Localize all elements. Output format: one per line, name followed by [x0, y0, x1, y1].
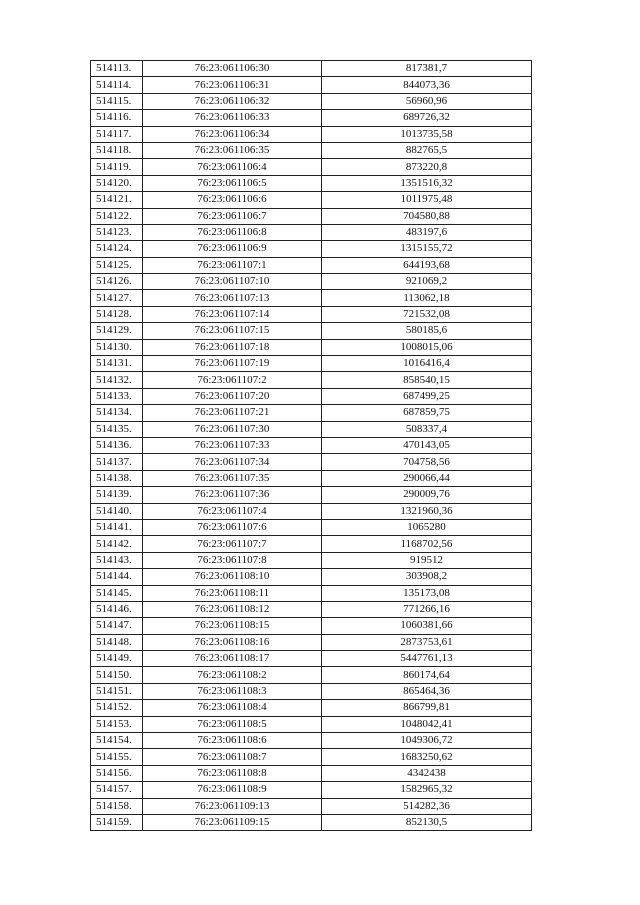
table-row	[91, 585, 532, 601]
cadastral-number-cell: 76:23:061106:8	[143, 224, 322, 240]
row-number-cell: 514142.	[91, 536, 143, 552]
row-number-cell: 514115.	[91, 93, 143, 109]
cadastral-value-cell: 1168702,56	[322, 536, 532, 552]
table-row	[91, 618, 532, 634]
table-row	[91, 323, 532, 339]
table-row	[91, 192, 532, 208]
cadastral-number-cell: 76:23:061106:4	[143, 159, 322, 175]
table-row	[91, 749, 532, 765]
cadastral-value-cell: 1011975,48	[322, 192, 532, 208]
row-number-cell: 514138.	[91, 470, 143, 486]
table-row	[91, 257, 532, 273]
row-number-cell: 514143.	[91, 552, 143, 568]
cadastral-number-cell: 76:23:061107:13	[143, 290, 322, 306]
cadastral-number-cell: 76:23:061106:30	[143, 61, 322, 77]
cadastral-number-cell: 76:23:061106:33	[143, 110, 322, 126]
table-row	[91, 683, 532, 699]
cadastral-value-cell: 5447761,13	[322, 651, 532, 667]
row-number-cell: 514144.	[91, 569, 143, 585]
table-row	[91, 519, 532, 535]
row-number-cell: 514131.	[91, 356, 143, 372]
cadastral-number-cell: 76:23:061108:3	[143, 683, 322, 699]
table-row	[91, 372, 532, 388]
cadastral-value-cell: 873220,8	[322, 159, 532, 175]
table-row	[91, 93, 532, 109]
row-number-cell: 514119.	[91, 159, 143, 175]
row-number-cell: 514158.	[91, 798, 143, 814]
cadastral-value-cell: 721532,08	[322, 306, 532, 322]
cadastral-value-cell: 919512	[322, 552, 532, 568]
cadastral-value-cell: 704580,88	[322, 208, 532, 224]
cadastral-number-cell: 76:23:061107:35	[143, 470, 322, 486]
cadastral-number-cell: 76:23:061107:21	[143, 405, 322, 421]
cadastral-value-cell: 882765,5	[322, 142, 532, 158]
cadastral-number-cell: 76:23:061108:4	[143, 700, 322, 716]
cadastral-value-cell: 860174,64	[322, 667, 532, 683]
cadastral-value-cell: 483197,6	[322, 224, 532, 240]
cadastral-number-cell: 76:23:061107:8	[143, 552, 322, 568]
cadastral-value-cell: 1683250,62	[322, 749, 532, 765]
table-row	[91, 733, 532, 749]
cadastral-number-cell: 76:23:061106:35	[143, 142, 322, 158]
row-number-cell: 514151.	[91, 683, 143, 699]
cadastral-number-cell: 76:23:061108:15	[143, 618, 322, 634]
row-number-cell: 514114.	[91, 77, 143, 93]
cadastral-number-cell: 76:23:061108:6	[143, 733, 322, 749]
table-row	[91, 700, 532, 716]
cadastral-value-cell: 2873753,61	[322, 634, 532, 650]
cadastral-number-cell: 76:23:061106:6	[143, 192, 322, 208]
cadastral-value-cell: 1049306,72	[322, 733, 532, 749]
table-row	[91, 454, 532, 470]
cadastral-value-cell: 1065280	[322, 519, 532, 535]
cadastral-value-cell: 56960,96	[322, 93, 532, 109]
cadastral-value-cell: 290009,76	[322, 487, 532, 503]
cadastral-number-cell: 76:23:061107:20	[143, 388, 322, 404]
row-number-cell: 514116.	[91, 110, 143, 126]
cadastral-value-cell: 687499,25	[322, 388, 532, 404]
table-row	[91, 339, 532, 355]
row-number-cell: 514130.	[91, 339, 143, 355]
row-number-cell: 514139.	[91, 487, 143, 503]
cadastral-value-cell: 1016416,4	[322, 356, 532, 372]
cadastral-value-cell: 844073,36	[322, 77, 532, 93]
cadastral-number-cell: 76:23:061106:34	[143, 126, 322, 142]
row-number-cell: 514120.	[91, 175, 143, 191]
cadastral-number-cell: 76:23:061106:7	[143, 208, 322, 224]
row-number-cell: 514155.	[91, 749, 143, 765]
cadastral-number-cell: 76:23:061108:16	[143, 634, 322, 650]
cadastral-value-cell: 1315155,72	[322, 241, 532, 257]
row-number-cell: 514153.	[91, 716, 143, 732]
row-number-cell: 514122.	[91, 208, 143, 224]
cadastral-number-cell: 76:23:061108:17	[143, 651, 322, 667]
row-number-cell: 514154.	[91, 733, 143, 749]
cadastral-number-cell: 76:23:061106:32	[143, 93, 322, 109]
row-number-cell: 514157.	[91, 782, 143, 798]
cadastral-number-cell: 76:23:061107:33	[143, 437, 322, 453]
cadastral-number-cell: 76:23:061107:18	[143, 339, 322, 355]
table-row	[91, 241, 532, 257]
cadastral-value-cell: 514282,36	[322, 798, 532, 814]
table-body	[91, 61, 532, 831]
table-row	[91, 601, 532, 617]
cadastral-value-cell: 1321960,36	[322, 503, 532, 519]
cadastral-number-cell: 76:23:061106:9	[143, 241, 322, 257]
cadastral-value-cell: 1582965,32	[322, 782, 532, 798]
cadastral-value-cell: 4342438	[322, 765, 532, 781]
table-row	[91, 405, 532, 421]
table-row	[91, 126, 532, 142]
cadastral-value-cell: 1351516,32	[322, 175, 532, 191]
table-row	[91, 356, 532, 372]
table-row	[91, 765, 532, 781]
row-number-cell: 514141.	[91, 519, 143, 535]
table-row	[91, 651, 532, 667]
cadastral-number-cell: 76:23:061107:15	[143, 323, 322, 339]
row-number-cell: 514146.	[91, 601, 143, 617]
cadastral-number-cell: 76:23:061107:2	[143, 372, 322, 388]
row-number-cell: 514113.	[91, 61, 143, 77]
table-row	[91, 274, 532, 290]
cadastral-value-cell: 470143,05	[322, 437, 532, 453]
cadastral-value-cell: 866799,81	[322, 700, 532, 716]
row-number-cell: 514147.	[91, 618, 143, 634]
cadastral-number-cell: 76:23:061107:30	[143, 421, 322, 437]
table-row	[91, 798, 532, 814]
cadastral-value-cell: 113062,18	[322, 290, 532, 306]
table-row	[91, 814, 532, 830]
cadastral-number-cell: 76:23:061108:8	[143, 765, 322, 781]
cadastral-number-cell: 76:23:061108:7	[143, 749, 322, 765]
row-number-cell: 514123.	[91, 224, 143, 240]
row-number-cell: 514126.	[91, 274, 143, 290]
row-number-cell: 514125.	[91, 257, 143, 273]
row-number-cell: 514136.	[91, 437, 143, 453]
table-row	[91, 437, 532, 453]
cadastral-number-cell: 76:23:061108:10	[143, 569, 322, 585]
row-number-cell: 514137.	[91, 454, 143, 470]
cadastral-value-cell: 858540,15	[322, 372, 532, 388]
cadastral-value-cell: 290066,44	[322, 470, 532, 486]
cadastral-number-cell: 76:23:061107:7	[143, 536, 322, 552]
cadastral-value-cell: 508337,4	[322, 421, 532, 437]
row-number-cell: 514145.	[91, 585, 143, 601]
table-row	[91, 175, 532, 191]
row-number-cell: 514118.	[91, 142, 143, 158]
row-number-cell: 514133.	[91, 388, 143, 404]
row-number-cell: 514121.	[91, 192, 143, 208]
row-number-cell: 514124.	[91, 241, 143, 257]
row-number-cell: 514140.	[91, 503, 143, 519]
cadastral-number-cell: 76:23:061107:4	[143, 503, 322, 519]
cadastral-number-cell: 76:23:061107:10	[143, 274, 322, 290]
row-number-cell: 514148.	[91, 634, 143, 650]
cadastral-number-cell: 76:23:061107:34	[143, 454, 322, 470]
row-number-cell: 514134.	[91, 405, 143, 421]
cadastral-value-cell: 865464,36	[322, 683, 532, 699]
cadastral-value-table	[90, 60, 532, 831]
table-row	[91, 77, 532, 93]
cadastral-value-cell: 1008015,06	[322, 339, 532, 355]
row-number-cell: 514156.	[91, 765, 143, 781]
row-number-cell: 514152.	[91, 700, 143, 716]
cadastral-value-cell: 1013735,58	[322, 126, 532, 142]
cadastral-number-cell: 76:23:061107:19	[143, 356, 322, 372]
row-number-cell: 514129.	[91, 323, 143, 339]
cadastral-value-cell: 817381,7	[322, 61, 532, 77]
table-row	[91, 208, 532, 224]
row-number-cell: 514128.	[91, 306, 143, 322]
row-number-cell: 514117.	[91, 126, 143, 142]
cadastral-value-cell: 689726,32	[322, 110, 532, 126]
table-row	[91, 290, 532, 306]
table-row	[91, 569, 532, 585]
cadastral-number-cell: 76:23:061108:12	[143, 601, 322, 617]
row-number-cell: 514127.	[91, 290, 143, 306]
cadastral-number-cell: 76:23:061107:36	[143, 487, 322, 503]
cadastral-number-cell: 76:23:061108:9	[143, 782, 322, 798]
row-number-cell: 514159.	[91, 814, 143, 830]
row-number-cell: 514149.	[91, 651, 143, 667]
cadastral-value-cell: 303908,2	[322, 569, 532, 585]
table-row	[91, 470, 532, 486]
cadastral-number-cell: 76:23:061107:6	[143, 519, 322, 535]
table-row	[91, 421, 532, 437]
cadastral-value-cell: 1048042,41	[322, 716, 532, 732]
cadastral-value-cell: 1060381,66	[322, 618, 532, 634]
table-row	[91, 634, 532, 650]
cadastral-number-cell: 76:23:061106:31	[143, 77, 322, 93]
cadastral-number-cell: 76:23:061108:2	[143, 667, 322, 683]
cadastral-value-cell: 704758,56	[322, 454, 532, 470]
table-row	[91, 552, 532, 568]
row-number-cell: 514132.	[91, 372, 143, 388]
cadastral-value-cell: 644193,68	[322, 257, 532, 273]
cadastral-number-cell: 76:23:061108:5	[143, 716, 322, 732]
table-row	[91, 110, 532, 126]
cadastral-value-cell: 687859,75	[322, 405, 532, 421]
cadastral-number-cell: 76:23:061108:11	[143, 585, 322, 601]
cadastral-number-cell: 76:23:061106:5	[143, 175, 322, 191]
cadastral-number-cell: 76:23:061107:1	[143, 257, 322, 273]
row-number-cell: 514135.	[91, 421, 143, 437]
row-number-cell: 514150.	[91, 667, 143, 683]
table-row	[91, 716, 532, 732]
table-row	[91, 61, 532, 77]
table-row	[91, 536, 532, 552]
table-row	[91, 487, 532, 503]
cadastral-number-cell: 76:23:061109:15	[143, 814, 322, 830]
cadastral-value-cell: 135173,08	[322, 585, 532, 601]
table-row	[91, 388, 532, 404]
cadastral-value-cell: 580185,6	[322, 323, 532, 339]
cadastral-value-cell: 771266,16	[322, 601, 532, 617]
cadastral-value-cell: 921069,2	[322, 274, 532, 290]
table-row	[91, 224, 532, 240]
cadastral-value-cell: 852130,5	[322, 814, 532, 830]
table-row	[91, 667, 532, 683]
cadastral-number-cell: 76:23:061107:14	[143, 306, 322, 322]
table-row	[91, 503, 532, 519]
cadastral-number-cell: 76:23:061109:13	[143, 798, 322, 814]
table-row	[91, 782, 532, 798]
table-row	[91, 159, 532, 175]
table-row	[91, 306, 532, 322]
table-row	[91, 142, 532, 158]
